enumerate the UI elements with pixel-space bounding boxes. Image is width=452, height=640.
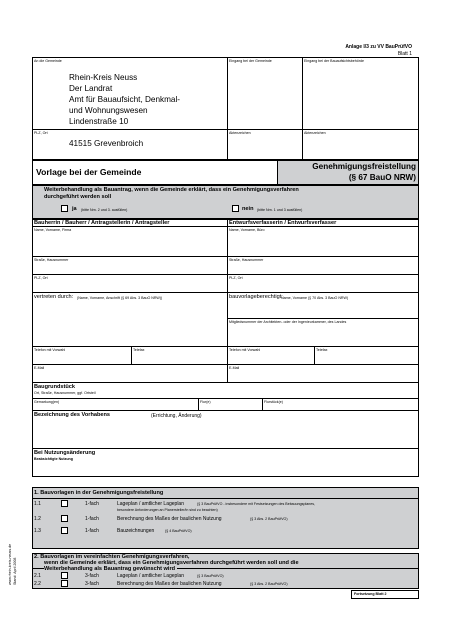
divider <box>302 57 303 160</box>
divider <box>227 318 419 319</box>
title-right-line2: (§ 67 BauO NRW) <box>348 172 416 182</box>
no-checkbox[interactable] <box>232 205 239 212</box>
item-1-2-ref: (§ 3 Abs. 2 BauPrüfVO) <box>250 517 288 521</box>
divider <box>32 398 419 399</box>
item-2-1-qty: 3-fach <box>85 573 99 579</box>
divider <box>32 382 419 383</box>
divider <box>32 226 419 227</box>
usage-header: Bei Nutzungsänderung <box>34 450 96 456</box>
authorized-note: Name, Vorname (§ 70 Abs. 3 BauO NRW) <box>281 295 349 300</box>
title-right <box>280 162 416 183</box>
authorized-label: bauvorlageberechtigt: <box>229 294 283 300</box>
owner-fax-label: Telefax <box>133 348 145 352</box>
title-left: Vorlage bei der Gemeinde <box>36 167 142 177</box>
owner-email-label: E-Mail <box>34 366 45 370</box>
usage-label: Beabsichtigte Nutzung <box>34 457 73 461</box>
represented-label: vertreten durch: <box>34 294 74 300</box>
designer-city-field[interactable] <box>229 282 417 292</box>
item-1-3-text: Bauzeichnungen <box>117 528 155 534</box>
divider <box>32 256 419 257</box>
item-2-2-qty: 3-fach <box>85 581 99 587</box>
owner-phone-label: Telefon mit Vorwahl <box>34 348 66 352</box>
section1-header: 1. Bauvorlagen in der Genehmigungsfreistellung <box>34 490 164 496</box>
divider <box>32 364 419 365</box>
divider <box>32 346 419 347</box>
file-no-label-authority: Aktenzeichen <box>304 131 326 135</box>
project-field[interactable] <box>34 420 417 444</box>
owner-name-label: Name, Vorname, Firma <box>34 228 72 232</box>
recipient-line: und Wohnungswesen <box>69 106 148 115</box>
site-header: Baugrundstück <box>34 384 76 390</box>
received-authority-label: Eingang bei der Bauaufsichtsbehörde <box>304 59 364 63</box>
divider <box>32 448 419 449</box>
lot-label: Flurstück(e) <box>264 400 283 404</box>
item-1-1-num: 1.1 <box>34 501 41 507</box>
item-1-1-qty: 1-fach <box>85 501 99 507</box>
item-1-1-ref: (§ 3 BauPrüfVO - insbesondere mit Festsetzungen des Bebauungsplanes, <box>197 502 316 506</box>
project-header: Bezeichnung des Vorhabens <box>34 412 111 418</box>
item-1-3-qty: 1-fach <box>85 528 99 534</box>
title-right-line1: Genehmigungsfreistellung <box>312 162 416 171</box>
yes-label: ja <box>72 206 77 212</box>
side-url: www.rhein-kreis-neuss.de <box>8 543 12 585</box>
recipient-line: Lindenstraße 10 <box>69 117 129 126</box>
divider <box>32 410 419 411</box>
district-label: Gemarkung(en) <box>34 400 60 404</box>
item-2-1-text: Lageplan / amtlicher Lageplan <box>117 573 184 579</box>
forwarding-text-1: Weiterbehandlung als Bauantrag, wenn die Gemeinde erklärt, dass ein Genehmigungsverfahren <box>44 187 299 193</box>
designer-name-field[interactable] <box>229 236 417 256</box>
continuation-label: Fortsetzung Blatt 2 <box>354 592 387 596</box>
designer-header: Entwurfsverfasserin / Entwurfsverfasser <box>229 219 337 226</box>
postcode-label: PLZ, Ort <box>34 131 48 135</box>
designer-name-label: Name, Vorname, Büro <box>229 228 265 232</box>
divider <box>32 129 419 130</box>
item-1-1-text: Lageplan / amtlicher Lageplan <box>117 501 184 507</box>
member-label: Mitgliedsnummer der Architekten- oder der Ingenieurkammer, des Landes <box>229 320 347 324</box>
item-1-3-checkbox[interactable] <box>61 527 68 534</box>
member-field[interactable] <box>229 326 417 346</box>
recipient-line: Rhein-Kreis Neuss <box>69 73 138 82</box>
section2-header-3: Weiterbehandlung als Bauantrag gewünscht wird <box>44 566 176 572</box>
side-date: Stand: April 2008 <box>13 557 17 585</box>
sheet-label: Blatt 1 <box>397 51 412 57</box>
yes-note: (bitte Nrn. 2 und 3. ausfüllen) <box>81 207 128 212</box>
divider <box>314 346 315 364</box>
recipient-line: Der Landrat <box>69 84 113 93</box>
designer-fax-label: Telefax <box>316 348 328 352</box>
item-1-1-checkbox[interactable] <box>61 500 68 507</box>
designer-email-label: E-Mail <box>229 366 240 370</box>
item-2-1-num: 2.1 <box>34 573 41 579</box>
item-2-2-num: 2.2 <box>34 581 41 587</box>
item-2-1-checkbox[interactable] <box>61 572 68 579</box>
recipient-line: Amt für Bauaufsicht, Denkmal- <box>69 95 181 104</box>
divider <box>131 346 132 364</box>
owner-city-field[interactable] <box>34 282 224 292</box>
recipient-address[interactable] <box>69 72 180 127</box>
item-1-2-checkbox[interactable] <box>61 515 68 522</box>
item-1-2-text: Berechnung des Maßes der baulichen Nutzung <box>117 516 222 522</box>
designer-city-label: PLZ, Ort <box>229 276 243 280</box>
divider <box>32 274 419 275</box>
forwarding-text-2: durchgeführt werden soll <box>44 194 112 200</box>
owner-header: Bauherrin / Bauherr / Antragstellerin / Antragsteller <box>34 219 170 226</box>
owner-name-field[interactable] <box>34 236 224 256</box>
project-note: (Errichtung, Änderung) <box>151 412 202 419</box>
postcode-value[interactable]: 41515 Grevenbroich <box>69 139 144 148</box>
no-note: (bitte Nrn. 1 und 3 ausfüllen) <box>257 207 303 212</box>
yes-checkbox[interactable] <box>61 205 68 212</box>
authorized-field[interactable] <box>229 302 417 318</box>
section2-header-1: 2. Bauvorlagen im vereinfachten Genehmigungsverfahren, <box>34 554 190 560</box>
item-1-1-ref2: besondere Anforderungen an Planersteller/in sind zu beachten) <box>117 508 218 512</box>
section2-header-2: wenn die Gemeinde erklärt, dass ein Genehmigungsverfahren durchgeführt werden soll und die <box>44 560 299 566</box>
designer-street-field[interactable] <box>229 264 417 274</box>
item-1-2-num: 1.2 <box>34 516 41 522</box>
represented-field[interactable] <box>34 302 224 346</box>
item-2-1-ref: (§ 3 BauPrüfVO) <box>197 574 224 578</box>
to-label: An die Gemeinde <box>34 59 62 63</box>
no-label: nein <box>242 206 254 212</box>
parcel-label: Flur(e) <box>200 400 211 404</box>
owner-street-label: Straße, Hausnummer <box>34 258 69 262</box>
divider <box>32 498 419 499</box>
item-1-3-num: 1.3 <box>34 528 41 534</box>
divider <box>227 364 228 382</box>
designer-street-label: Straße, Hausnummer <box>229 258 264 262</box>
divider <box>227 57 228 160</box>
item-1-2-qty: 1-fach <box>85 516 99 522</box>
divider <box>198 398 199 410</box>
annex-label: Anlage I/3 zu VV BauPrüfVO <box>345 44 412 50</box>
designer-phone-label: Telefon mit Vorwahl <box>229 348 261 352</box>
site-address-label: Ort, Straße, Hausnummer, ggf. Ortsteil <box>34 391 96 395</box>
item-2-2-checkbox[interactable] <box>61 580 68 587</box>
item-1-3-ref: (§ 4 BauPrüfVO) <box>165 529 192 533</box>
received-municipality-label: Eingang bei der Gemeinde <box>229 59 272 63</box>
item-2-2-text: Berechnung des Maßes der baulichen Nutzung <box>117 581 222 587</box>
owner-city-label: PLZ, Ort <box>34 276 48 280</box>
divider <box>262 398 263 410</box>
file-no-label: Aktenzeichen <box>229 131 251 135</box>
item-2-2-ref: (§ 3 Abs. 2 BauPrüfVO) <box>250 582 288 586</box>
usage-field[interactable] <box>34 462 417 476</box>
divider <box>32 292 419 293</box>
represented-note: (Name, Vorname, Anschrift (§ 69 Abs. 3 BauO NRW)) <box>77 295 163 300</box>
owner-street-field[interactable] <box>34 264 224 274</box>
